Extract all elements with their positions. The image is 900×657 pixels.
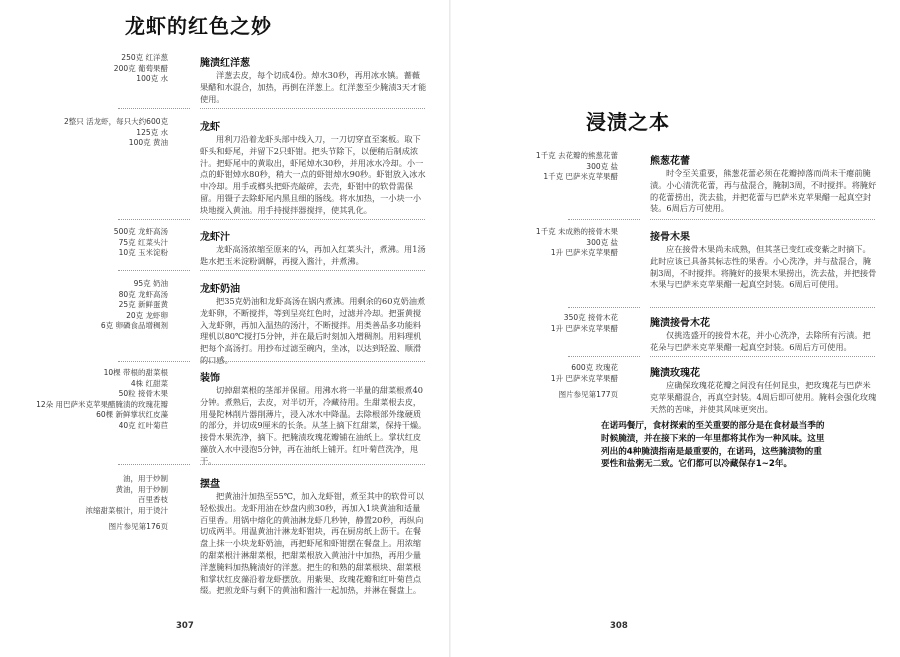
ingredient: 1千克 巴萨米克苹果醋 — [543, 172, 618, 181]
section-divider — [450, 219, 900, 220]
recipe-body: 洋葱去皮，每个切成4份。焯水30秒，再用冰水镇。薔薇果醋和水混合，加热，再倒在洋葱上。红洋葱至少腌渍3天才能使用。 — [200, 70, 427, 104]
ingredient: 12朵 用巴萨米克苹果醋腌渍的玫瑰花瓣 — [36, 399, 168, 409]
ingredient: 600克 玫瑰花 — [571, 363, 618, 372]
ingredient: 300克 盐 — [586, 237, 618, 247]
recipe-title: 龙虾汁 — [200, 232, 230, 243]
ingredient: 油，用于炒制 — [123, 474, 168, 483]
ingredient: 10克 玉米淀粉 — [118, 248, 168, 257]
recipe-title: 摆盘 — [200, 479, 220, 490]
recipe-body: 时令至关重要，熊葱花蕾必须在花瓣掉落而尚未干瘪前腌渍。小心清洗花蕾，再与盐混合，腌制3周，不时搅拌。将腌好的花蕾捞出，洗去盐，并把花蕾与巴萨米克苹果醋一起真空封装。6周后方可使用。 — [650, 168, 877, 214]
ingredient: 80克 龙虾高汤 — [118, 289, 168, 299]
ingredient-list — [114, 53, 168, 85]
ingredient-list — [36, 368, 168, 431]
ingredient: 300克 盐 — [586, 161, 618, 171]
ingredient: 4株 红甜菜 — [130, 378, 168, 388]
ingredient: 125克 水 — [136, 127, 168, 137]
ingredient: 1千克 去花瓣的熊葱花蕾 — [535, 151, 618, 160]
ingredient: 浓缩甜菜根汁，用于烫汁 — [85, 505, 168, 515]
photo-reference: 图片参见第177页 — [558, 390, 618, 399]
pickling-note: 在诺玛餐厅，食材探索的至关重要的部分是在食材最当季的时候腌渍，并在接下来的一年里都将其作为一种风味。这里列出的4种腌渍指南是最重要的，在诺玛，这些腌渍物的重要性和盐粥无二致。它们都可以冷藏保存1~2年。 — [601, 421, 825, 470]
ingredient: 95克 奶油 — [133, 279, 168, 288]
section-divider — [0, 361, 450, 362]
recipe-body: 把黄油汁加热至55℃，加入龙虾钳，煮至其中的软骨可以轻松拔出。龙虾用油在炒盘内煎30秒，再加入1块黄油和适量百里香。用锅中熔化的黄油淋龙虾几秒钟，静置20秒，再纵向切成两半。用温黄油汁淋龙虾钳块，再在厨房纸上沥干。在餐盘上抹一小块龙虾奶油，再把虾尾和虾钳摆在餐盘上。用浓缩的甜菜根汁淋甜菜根，把甜菜根放入黄油汁中加热，再用少量洋葱腌料加热腌渍好的洋葱。把生的和熟的甜菜根块、甜菜根和掌状红皮藻沿着龙虾摆放。用紫果、玫瑰花瓣和红叶菊苣点缀。把煎龙虾与剩下的黄油和酱汁一起加热，并淋在餐盘上。 — [200, 491, 424, 596]
ingredient: 40克 红叶菊苣 — [118, 420, 168, 430]
recipe-title: 龙虾 — [200, 122, 220, 133]
ingredient: 10棵 带根的甜菜根 — [103, 368, 168, 377]
recipe-title: 熊葱花蕾 — [650, 156, 690, 167]
ingredient: 2整只 活龙虾，每只大约600克 — [64, 117, 168, 126]
page-title: 浸渍之本 — [586, 110, 670, 134]
section-divider — [0, 108, 450, 109]
page-number: 308 — [610, 621, 628, 631]
right-page — [450, 0, 900, 657]
section-divider — [0, 270, 450, 271]
ingredient: 350克 接骨木花 — [563, 313, 618, 322]
ingredient-list — [551, 363, 618, 401]
ingredient: 1升 巴萨米克苹果醋 — [550, 248, 618, 257]
ingredient: 60棵 新鲜掌状红皮藻 — [96, 410, 168, 419]
ingredient-list — [86, 474, 169, 533]
ingredient: 百里香枝 — [138, 495, 168, 504]
recipe-body: 仅挑选盛开的接骨木花，并小心洗净，去除所有污渍。把花朵与巴萨米克苹果醋一起真空封装。6周后方可使用。 — [650, 330, 871, 352]
ingredient-list — [64, 117, 168, 149]
recipe-title: 龙虾奶油 — [200, 284, 240, 295]
ingredient-list — [114, 227, 168, 259]
ingredient: 500克 龙虾高汤 — [113, 227, 168, 236]
ingredient: 1升 巴萨米克苹果醋 — [550, 323, 618, 333]
ingredient: 250克 红洋葱 — [121, 53, 168, 62]
recipe-title: 腌渍红洋葱 — [200, 58, 250, 69]
section-divider — [0, 464, 450, 465]
page-number: 307 — [176, 621, 194, 631]
ingredient: 黄油，用于炒制 — [115, 484, 168, 494]
section-divider — [0, 219, 450, 220]
recipe-title: 腌渍玫瑰花 — [650, 368, 700, 379]
recipe-body: 应在接骨木果尚未成熟，但其茎已变红或变紫之时摘下。此时应该已具备其标志性的果香。小心洗净，并与盐混合，腌制3周，不时搅拌。将腌好的接果木果捞出，洗去盐，并把接骨木果与巴萨米克苹果醋一起真空封装。6周后可使用。 — [650, 244, 877, 290]
photo-reference: 图片参见第176页 — [108, 522, 168, 531]
ingredient: 20克 龙虾卵 — [126, 310, 168, 320]
recipe-title: 腌渍接骨木花 — [650, 318, 710, 329]
ingredient: 100克 水 — [136, 74, 168, 83]
recipe-title: 接骨木果 — [650, 232, 690, 243]
ingredient-list — [101, 279, 168, 332]
recipe-title: 装饰 — [200, 373, 220, 384]
recipe-body: 把35克奶油和龙虾高汤在锅内煮沸。用剩余的60克奶油煮龙虾卵，不断搅拌，等到呈亮红色时，过滤并冷却。把蛋黄搅入龙虾卵，再加入温热的汤汁，不断搅拌。用类善品多功能料理机以80℃搅打5分钟，并在最后时刻加入增稠剂。用料理机把每个高汤打。用抄布过滤至碗内，坐冰，以达到轻盈、顺滑的口感。 — [200, 296, 426, 365]
ingredient: 200克 葡萄果醋 — [113, 63, 168, 73]
recipe-body: 用利刀沿着龙虾头部中线入刀，一刀切穿直至案板。取下虾头和虾尾，并留下2只虾钳。把头节除下，以便稍后制成浓汁。把虾尾中的黄取出，虾尾焯水30秒，并用冰水冷却。小一点的虾钳焯水80秒，稍大一点的虾钳焯水90秒。虾钳放入冰水中冷却。用手或榔头把虾壳敲碎，去壳，虾钳中的软骨需保留。用镊子去除虾尾内黑且细的肠线。将水加热，一小块一小块地搅入黄油。用手持搅拌器搅拌，使其乳化。 — [200, 134, 426, 215]
ingredient-list — [536, 151, 618, 183]
ingredient: 25克 新鲜蛋黄 — [118, 300, 168, 309]
ingredient: 100克 黄油 — [128, 138, 168, 147]
page-title: 龙虾的红色之妙 — [125, 14, 272, 38]
recipe-body: 应确保玫瑰花花瓣之间没有任何昆虫，把玫瑰花与巴萨米克苹果醋混合，再真空封装。4周后即可使用。腌料会强化玫瑰天然的苦味，并使其风味更突出。 — [650, 380, 877, 414]
ingredient: 75克 红菜头汁 — [118, 237, 168, 247]
section-divider — [450, 356, 900, 357]
ingredient: 50粒 接骨木果 — [118, 389, 168, 398]
ingredient: 6克 卵磷食品增稠剂 — [100, 321, 168, 330]
ingredient: 1升 巴萨米克苹果醋 — [550, 373, 618, 383]
ingredient-list — [536, 227, 618, 259]
recipe-body: 切掉甜菜根的茎部并保留。用沸水将一半量的甜菜根煮40分钟。煮熟后，去皮，对半切开，冷藏待用。生甜菜根去皮，用曼陀林削片器削薄片，浸入冰水中降温。去除根部外缘硬质的部分，并切成9厘米的长条。从茎上摘下红甜菜，保持干燥。接骨木果洗净，摘下。把腌渍玫瑰花瓣铺在油纸上。掌状红皮藻放入水中浸泡5分钟，再在油纸上铺开。红叶菊苣洗净，甩干。 — [200, 385, 427, 466]
ingredient-list — [551, 313, 618, 334]
section-divider — [450, 307, 900, 308]
ingredient: 1千克 未成熟的接骨木果 — [535, 227, 618, 236]
recipe-body: 龙虾高汤浓缩至原来的¼，再加入红菜头汁，煮沸。用1汤匙水把玉米淀粉调解，再搅入酱汁，并煮沸。 — [200, 244, 426, 266]
